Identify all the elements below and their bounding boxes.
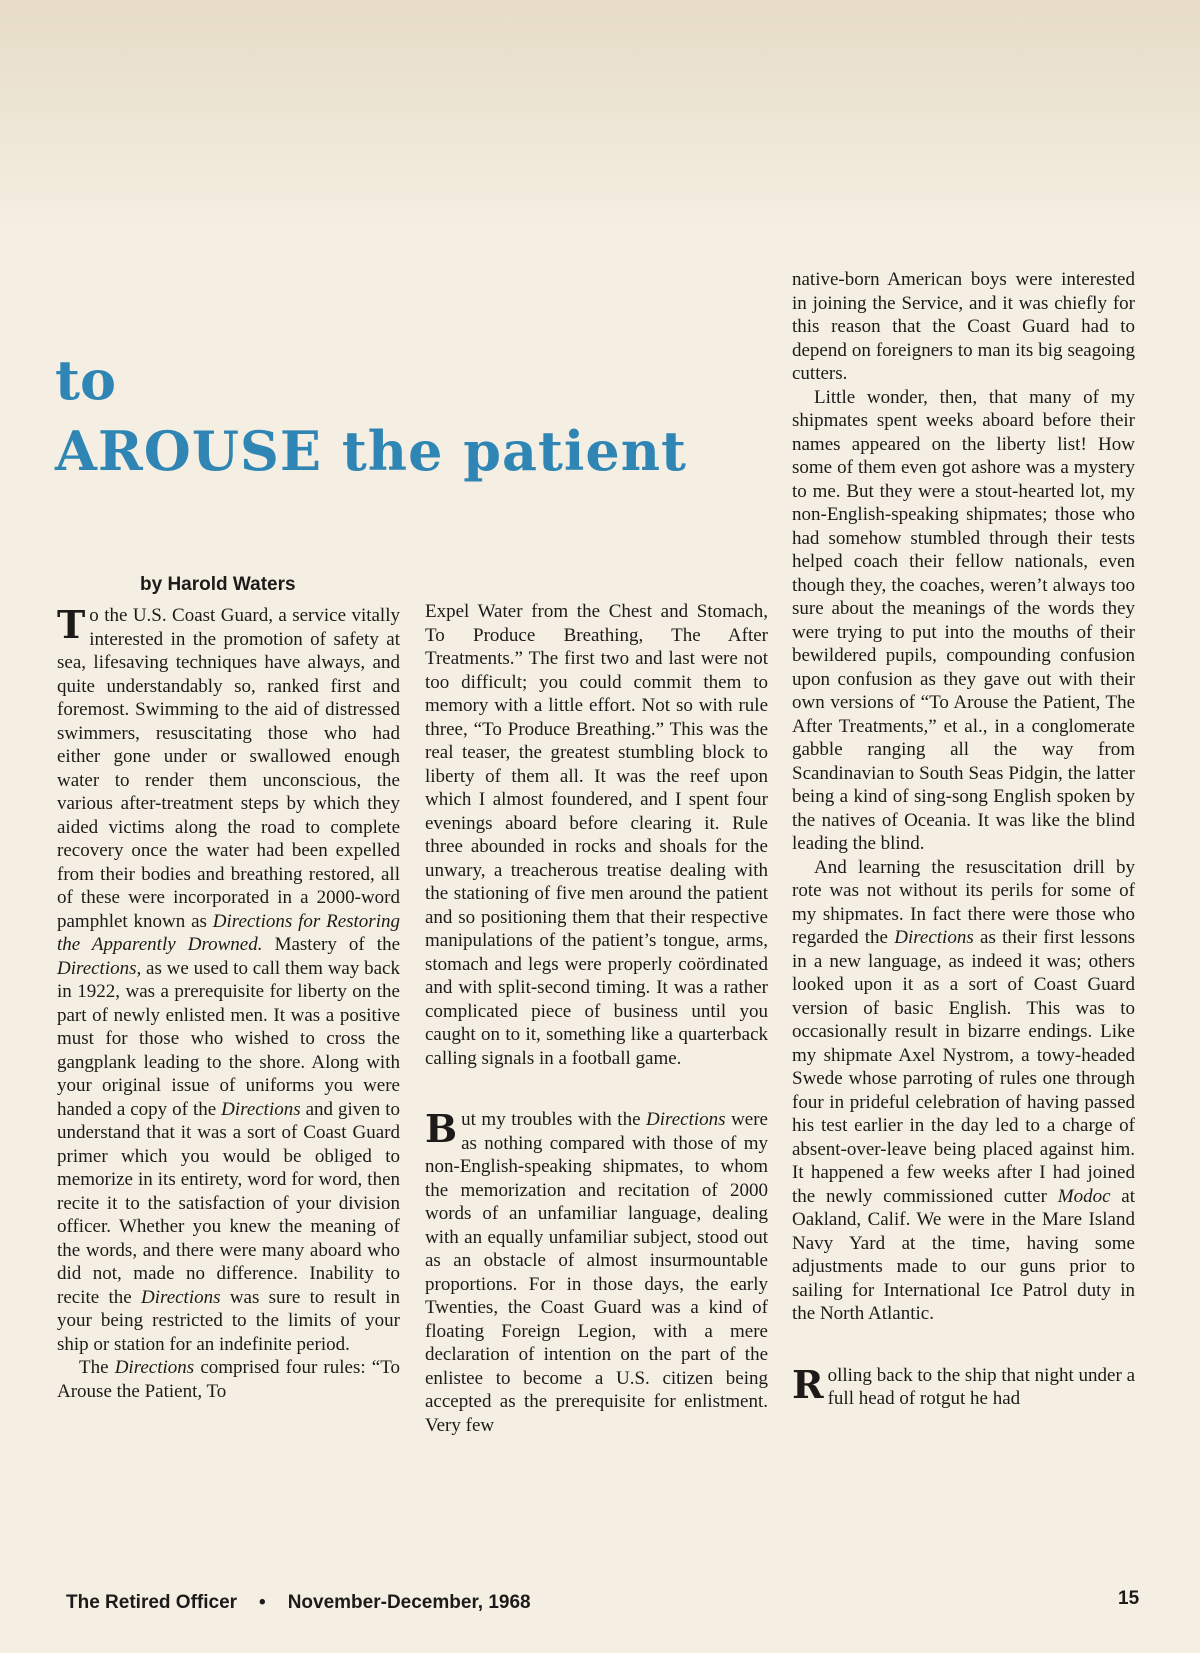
- paragraph: But my troubles with the Directions were as nothing compared with those of my non-English-speaking shipmates, to whom the memorization and recitation of 2000 words of an unfamiliar language, dealing with an equally unfamiliar subject, stood out as an obstacle of almost insurmountable proportions. For in those days, the early Twenties, the Coast Guard was a kind of floating Foreign Legion, with a mere declaration of intention on the part of the enlistee to become a U.S. citizen being accepted as the prerequisite for enlistment. Very few: [425, 1106, 768, 1436]
- column-2: [425, 600, 768, 1437]
- article-title-prefix: to: [55, 348, 116, 412]
- drop-cap: T: [57, 602, 86, 647]
- page-background-tint: [0, 0, 1200, 230]
- byline: by Harold Waters: [140, 574, 296, 595]
- italic-text: Directions,: [57, 957, 142, 979]
- italic-text: Directions: [646, 1109, 726, 1130]
- italic-text: Directions: [221, 1098, 301, 1120]
- paragraph: Expel Water from the Chest and Stomach, To Produce Breathing, The After Treatments.” The first two and last were not too difficult; you could commit them to memory with a little effort. Not so with rule three, “To Produce Breathing.” This was the real teaser, the greatest stumbling block to liberty of them all. It was the reef upon which I almost foundered, and I spent four evenings aboard before clearing it. Rule three abounded in rocks and shoals for the unwary, a treacherous treatise dealing with the stationing of five men around the patient and so positioning them that their respective manipulations of the patient’s tongue, arms, stomach and legs were properly coördinated and with split-second timing. It was a rather complicated piece of business until you caught on to it, something like a quarterback calling signals in a football game.: [425, 601, 768, 1069]
- paragraph: To the U.S. Coast Guard, a service vitally interested in the promotion of safety at sea, lifesaving techniques have always, and quite understandably so, ranked first and foremost. Swimming to the aid of distressed swimmers, resuscitating those who had either gone under or swallowed enough water to render them unconscious, the various after-treatment steps by which they aided victims along the road to complete recovery once the water had been expelled from their bodies and breathing restored, all of these were incorporated in a 2000-word pamphlet known as Directions for Restoring the Apparently Drowned. Mastery of the Directions, as we used to call them way back in 1922, was a prerequisite for liberty on the part of newly enlisted men. It was a positive must for those who wished to cross the gangplank leading to the shore. Along with your original issue of uniforms you were handed a copy of the Directions and given to understand that it was a sort of Coast Guard primer which you would be obliged to memorize in its entirety, word for word, then recite it to the satisfaction of your division officer. Whether you knew the meaning of the words, and there were many aboard who did not, made no difference. Inability to recite the Directions was sure to result in your being restricted to the limits of your ship or station for an indefinite period.: [57, 602, 400, 1355]
- paragraph: And learning the resuscitation drill by rote was not without its perils for some of my shipmates. In fact there were those who regarded the Directions as their first lessons in a new language, as indeed it was; others looked upon it as a sort of Coast Guard version of basic English. This was to occasionally result in bizarre endings. Like my shipmate Axel Nystrom, a towy-headed Swede whose parroting of rules one through four in prideful celebration of having passed his test earlier in the day led to a charge of absent-over-leave being placed against him. It happened a few weeks after I had joined the newly commissioned cutter Modoc at Oakland, Calif. We were in the Mare Island Navy Yard at the time, having some adjustments made to our guns prior to sailing for International Ice Patrol duty in the North Atlantic.: [792, 856, 1135, 1324]
- drop-cap: R: [792, 1361, 824, 1407]
- italic-text: Directions: [894, 927, 974, 948]
- running-footer: [66, 1592, 531, 1614]
- italic-text: Directions: [141, 1286, 221, 1308]
- section-gap: [792, 1326, 1135, 1364]
- footer-separator: •: [259, 1592, 266, 1613]
- paragraph: Rolling back to the ship that night under a full head of rotgut he had: [792, 1361, 1135, 1409]
- page-number: 15: [1118, 1588, 1140, 1609]
- article-title: AROUSE the patient: [55, 419, 687, 483]
- section-gap: [425, 1070, 768, 1108]
- column-3: [792, 268, 1135, 1411]
- drop-cap: B: [425, 1106, 458, 1151]
- column-1: [57, 604, 400, 1403]
- paragraph: native-born American boys were interested in joining the Service, and it was chiefly for this reason that the Coast Guard had to depend on foreigners to man its big seagoing cutters.: [792, 269, 1135, 384]
- issue-date: November-December, 1968: [287, 1592, 531, 1613]
- italic-text: Directions: [114, 1357, 195, 1378]
- publication-name: The Retired Officer: [66, 1592, 238, 1613]
- paragraph: Little wonder, then, that many of my shipmates spent weeks aboard before their names appeared on the liberty list! How some of them even got ashore was a mystery to me. But they were a stout-hearted lot, my non-English-speaking shipmates; those who had somehow stumbled through their tests helped coach their fellow nationals, even though they, the coaches, weren’t always too sure about the meanings of the words they were trying to put into the mouths of their bewildered pupils, compounding confusion upon confusion as they gave out with their own versions of “To Arouse the Patient, The After Treatments,” et al., in a conglomerate gabble ranging all the way from Scandinavian to South Seas Pidgin, the latter being a kind of sing-song English spoken by the natives of Oceania. It was like the blind leading the blind.: [792, 386, 1135, 854]
- italic-text: Modoc: [1057, 1185, 1111, 1207]
- italic-text: Directions for Restoring the Apparently Drowned.: [57, 910, 400, 955]
- paragraph: The Directions comprised four rules: “To Arouse the Patient, To: [57, 1357, 400, 1402]
